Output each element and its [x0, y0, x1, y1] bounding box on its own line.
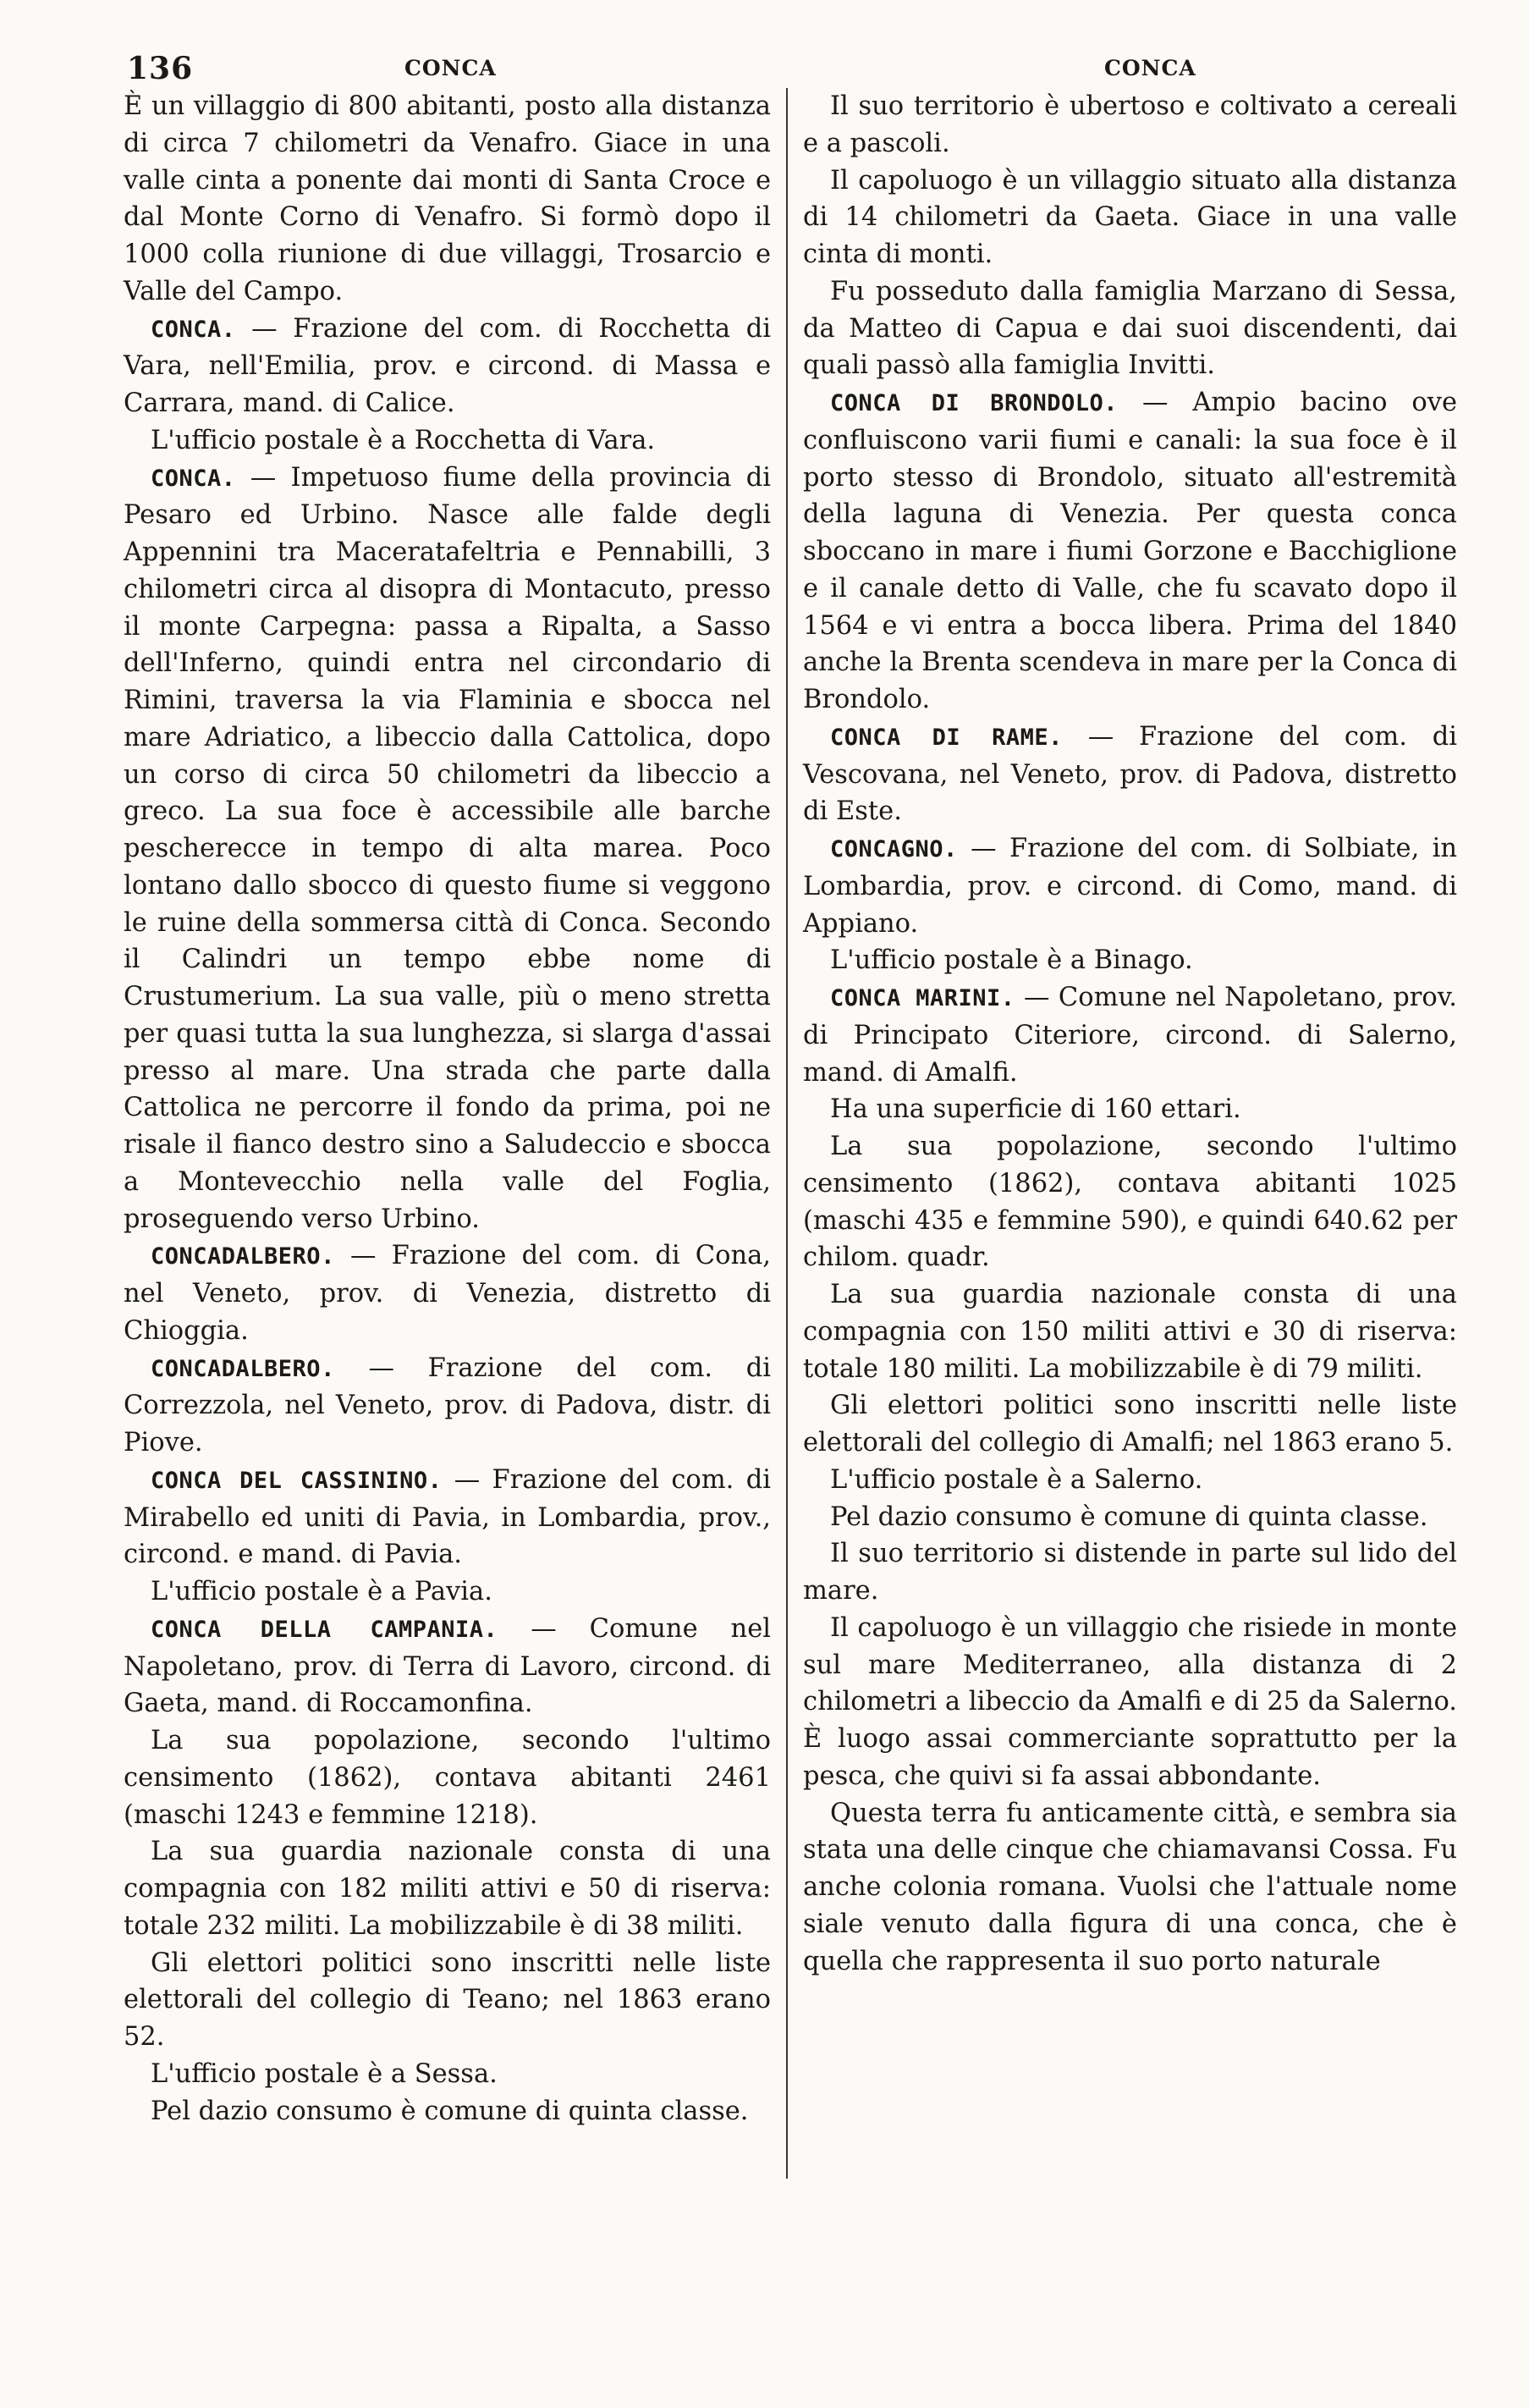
column-divider [786, 88, 788, 2179]
entry-headword: CONCA MARINI. [830, 985, 1015, 1011]
entry-paragraph [803, 1462, 1457, 1499]
entry-text: — Ampio bacino ove confluiscono varii fiumi e canali: la sua foce è il porto stesso di Brondolo, situato all'estremità della laguna di Venezia. Per questa conca sboccano in mare i fiumi Gorzone e Bacchiglione e il canale detto di Valle, che fu scavato dopo il 1564 e vi entra a bocca libera. Prima del 1840 anche la Brenta scendeva in mare per la Conca di Brondolo. [803, 388, 1457, 714]
entry-text: Fu posseduto dalla famiglia Marzano di Sessa, da Matteo di Capua e dai suoi discendenti, dai quali passò alla famiglia Invitti. [803, 276, 1457, 381]
entry-text: — Impetuoso fiume della provincia di Pesaro ed Urbino. Nasce alle falde degli Appennini tra Maceratafeltria e Pennabilli, 3 chilometri circa al disopra di Montacuto, presso il monte Carpegna: passa a Ripalta, a Sasso dell'Inferno, quindi entra nel circondario di Rimini, traversa la via Flaminia e sbocca nel mare Adriatico, a libeccio dalla Cattolica, dopo un corso di circa 50 chilometri da libeccio a greco. La sua foce è accessibile alle barche pescherecce in tempo di alta marea. Poco lontano dallo sbocco di questo fiume si veggono le ruine della sommersa città di Conca. Secondo il Calindri un tempo ebbe nome di Crustumerium. La sua valle, più o meno stretta per quasi tutta la sua lunghezza, si slarga d'assai presso al mare. Una strada che parte dalla Cattolica ne percorre il fondo da prima, poi ne risale il fianco destro sino a Saludeccio e sbocca a Montevecchio nella valle del Foglia, proseguendo verso Urbino. [124, 462, 771, 1234]
entry-headword: CONCA DELLA CAMPANIA. [151, 1616, 498, 1643]
entry-text: — Frazione del com. di Mirabello ed uniti di Pavia, in Lombardia, prov., circond. e mand. di Pavia. [124, 1464, 771, 1570]
entry-paragraph [803, 88, 1457, 163]
entry-text: — Comune nel Napoletano, prov. di Principato Citeriore, circond. di Salerno, mand. di Amalfi. [803, 983, 1457, 1088]
entry-paragraph [803, 1610, 1457, 1795]
entry-text: Ha una superficie di 160 ettari. [830, 1094, 1241, 1125]
entry-paragraph [803, 1795, 1457, 1981]
entry-text: L'ufficio postale è a Sessa. [151, 2058, 498, 2089]
entry-headword: CONCA DEL CASSININO. [151, 1467, 443, 1494]
entry-text: Gli elettori politici sono inscritti nelle liste elettorali del collegio di Amalfi; nel 1863 erano 5. [803, 1391, 1457, 1457]
entry-text: La sua popolazione, secondo l'ultimo censimento (1862), contava abitanti 2461 (maschi 1243 e femmine 1218). [124, 1726, 771, 1830]
entry-paragraph [803, 1091, 1457, 1128]
entry-text: L'ufficio postale è a Rocchetta di Vara. [151, 425, 656, 455]
dictionary-entry [124, 311, 771, 422]
entry-text: Il suo territorio è ubertoso e coltivato a cereali e a pascoli. [803, 91, 1457, 158]
entry-text: L'ufficio postale è a Binago. [830, 945, 1193, 976]
dictionary-entry [124, 1350, 771, 1462]
dictionary-entry [803, 979, 1457, 1091]
entry-paragraph [803, 1387, 1457, 1462]
entry-headword: CONCADALBERO. [151, 1243, 335, 1270]
entry-text: — Frazione del com. di Solbiate, in Lombardia, prov. e circond. di Como, mand. di Appiano. [803, 834, 1457, 939]
entry-text: Pel dazio consumo è comune di quinta classe. [151, 2096, 749, 2126]
entry-headword: CONCA. [151, 465, 236, 492]
entry-text: — Comune nel Napoletano, prov. di Terra di Lavoro, circond. di Gaeta, mand. di Roccamonfina. [124, 1613, 771, 1719]
page-header [0, 51, 1529, 88]
entry-text: Gli elettori politici sono inscritti nelle liste elettorali del collegio di Teano; nel 1863 erano 52. [124, 1948, 771, 2052]
entry-headword: CONCA DI BRONDOLO. [830, 390, 1119, 416]
running-head-right: CONCA [1104, 56, 1196, 80]
dictionary-entry [124, 1237, 771, 1349]
entry-paragraph [803, 163, 1457, 273]
dictionary-entry [803, 719, 1457, 830]
entry-headword: CONCA DI RAME. [830, 724, 1063, 751]
entry-text: Il suo territorio si distende in parte sul lido del mare. [803, 1539, 1457, 1606]
entry-text: La sua guardia nazionale consta di una compagnia con 182 militi attivi e 50 di riserva: totale 232 militi. La mobilizzabile è di 38 militi. [124, 1837, 771, 1941]
entry-text: — Frazione del com. di Correzzola, nel Veneto, prov. di Padova, distr. di Piove. [124, 1353, 771, 1457]
entry-paragraph [803, 1499, 1457, 1536]
entry-paragraph [124, 2093, 771, 2130]
entry-paragraph [124, 1833, 771, 1944]
dictionary-entry [803, 384, 1457, 719]
entry-text: Il capoluogo è un villaggio che risiede in monte sul mare Mediterraneo, alla distanza di 2 chilometri a libeccio da Amalfi e di 25 da Salerno. È luogo assai commerciante soprattutto per la pesca, che quivi si fa assai abbondante. [803, 1612, 1457, 1791]
entry-paragraph [124, 2056, 771, 2093]
entry-paragraph [124, 1722, 771, 1833]
dictionary-entry [124, 1611, 771, 1722]
entry-paragraph [803, 273, 1457, 384]
entry-text: L'ufficio postale è a Salerno. [830, 1464, 1203, 1495]
page-number: 136 [127, 51, 194, 86]
left-column [124, 88, 771, 2130]
entry-text: Questa terra fu anticamente città, e sembra sia stata una delle cinque che chiamavansi Cossa. Fu anche colonia romana. Vuolsi che l'attuale nome siale venuto dalla figura di una conca, che è quella che rappresenta il suo porto naturale [803, 1798, 1457, 1976]
entry-text: Il capoluogo è un villaggio situato alla distanza di 14 chilometri da Gaeta. Giace in una valle cinta di monti. [803, 165, 1457, 269]
entry-headword: CONCADALBERO. [151, 1355, 335, 1382]
entry-text: La sua guardia nazionale consta di una compagnia con 150 militi attivi e 30 di riserva: totale 180 militi. La mobilizzabile è di 79 militi. [803, 1280, 1457, 1384]
entry-text: — Frazione del com. di Cona, nel Veneto, prov. di Venezia, distretto di Chioggia. [124, 1241, 772, 1346]
entry-paragraph [124, 1573, 771, 1611]
entry-paragraph [124, 88, 771, 311]
entry-paragraph [803, 942, 1457, 979]
entry-text: — Frazione del com. di Vescovana, nel Veneto, prov. di Padova, distretto di Este. [803, 721, 1458, 827]
entry-headword: CONCA. [151, 316, 236, 343]
entry-text: Pel dazio consumo è comune di quinta classe. [830, 1502, 1428, 1532]
entry-paragraph [124, 422, 771, 460]
right-column [803, 88, 1457, 1980]
entry-text: — Frazione del com. di Rocchetta di Vara, nell'Emilia, prov. e circond. di Massa e Carrara, mand. di Calice. [124, 313, 771, 418]
entry-paragraph [803, 1128, 1457, 1276]
dictionary-entry [124, 1462, 771, 1573]
dictionary-entry [803, 830, 1457, 942]
entry-text: È un villaggio di 800 abitanti, posto alla distanza di circa 7 chilometri da Venafro. Giace in una valle cinta a ponente dai monti di Santa Croce e dal Monte Corno di Venafro. Si formò dopo il 1000 colla riunione di due villaggi, Trosarcio e Valle del Campo. [124, 91, 771, 306]
entry-paragraph [803, 1276, 1457, 1387]
entry-paragraph [124, 1945, 771, 2056]
entry-text: L'ufficio postale è a Pavia. [151, 1577, 492, 1606]
running-head-left: CONCA [404, 56, 497, 80]
dictionary-entry [124, 460, 771, 1238]
entry-paragraph [803, 1535, 1457, 1610]
entry-headword: CONCAGNO. [830, 836, 958, 862]
entry-text: La sua popolazione, secondo l'ultimo censimento (1862), contava abitanti 1025 (maschi 435 e femmine 590), e quindi 640.62 per chilom. quadr. [803, 1132, 1457, 1273]
